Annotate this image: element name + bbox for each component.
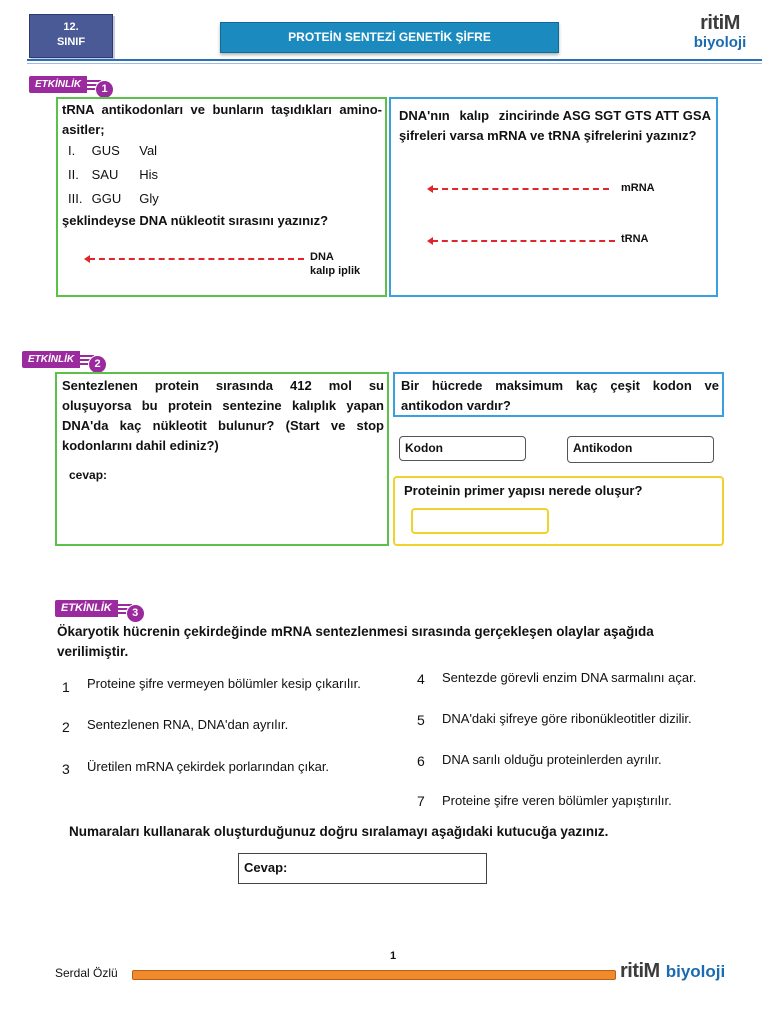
primer-question: Proteinin primer yapısı nerede oluşur? <box>404 483 643 498</box>
kalip-word: kalıp <box>459 108 490 123</box>
etkinlik-label: ETKİNLİK <box>29 76 87 93</box>
header-rule-thin <box>27 63 762 64</box>
page-title: PROTEİN SENTEZİ GENETİK ŞİFRE <box>220 22 559 53</box>
primer-answer-field[interactable] <box>411 508 549 534</box>
activity2-left-box <box>55 372 389 546</box>
brand-logo <box>680 12 760 52</box>
activity1-prompt: şeklindeyse DNA nükleotit sırasını yazınız? <box>62 213 329 228</box>
etkinlik-number: 3 <box>126 604 145 623</box>
trna-label: tRNA <box>621 233 649 245</box>
etkinlik-label: ETKİNLİK <box>22 351 80 368</box>
list-item: III. GGU Gly <box>68 191 159 206</box>
etkinlik-tag-1 <box>29 70 114 99</box>
logo-text-top: ritiM <box>700 12 740 34</box>
list-item: I. GUS Val <box>68 143 158 158</box>
grade-number: 12. <box>63 21 79 33</box>
activity2-question: Sentezlenen protein sırasında 412 mol su oluşuyorsa bu protein sentezine kalıplık yapan DNA'da kaç nükleotit bulunur? (Start ve stop kodonlarını dahil ediniz?) <box>62 378 384 453</box>
activity1-question: tRNA antikodonları ve bunların taşıdıkları aminoasitler; <box>62 102 382 137</box>
activity2-right-bottom-box <box>393 476 724 546</box>
dna-label: DNA kalıp iplik <box>310 251 361 277</box>
footer-logo <box>620 960 725 983</box>
etkinlik-number: 2 <box>88 355 107 374</box>
activity2-right-top-box <box>393 372 724 417</box>
etkinlik-tag-3 <box>55 594 145 623</box>
answer-label: cevap: <box>69 468 108 482</box>
list-item: 2 Sentezlenen RNA, DNA'dan ayrılır. <box>62 717 289 735</box>
steps-right <box>417 668 757 832</box>
list-item: 3 Üretilen mRNA çekirdek porlarından çıkar. <box>62 759 330 777</box>
activity1-right-question: DNA'nın kalıp zincirinde ASG SGT GTS ATT GSA şifreleri varsa mRNA ve tRNA şifrelerini yazınız? <box>399 108 711 143</box>
list-item: 7 Proteine şifre veren bölümler yapıştırılır. <box>417 793 672 809</box>
steps-left <box>62 674 412 794</box>
footer-bar <box>132 970 616 980</box>
list-item: 1 Proteine şifre vermeyen bölümler kesip çıkarılır. <box>62 676 361 695</box>
header-rule <box>27 59 762 61</box>
activity1-right-box <box>389 97 718 297</box>
dna-arrow <box>84 255 304 263</box>
author-name: Serdal Özlü <box>55 966 118 980</box>
list-item: 5 DNA'daki şifreye göre ribonükleotitler dizilir. <box>417 711 692 728</box>
grade-label: SINIF <box>56 36 86 48</box>
trna-arrow <box>427 237 615 245</box>
grade-badge <box>29 14 113 58</box>
etkinlik-label: ETKİNLİK <box>55 600 118 617</box>
etkinlik-tag-2 <box>22 345 107 374</box>
etkinlik-number: 1 <box>95 80 114 99</box>
codon-question: Bir hücrede maksimum kaç çeşit kodon ve antikodon vardır? <box>401 378 719 413</box>
kodon-answer-field[interactable]: Kodon <box>399 436 526 461</box>
activity1-left-box <box>56 97 387 297</box>
activity3-instruction: Numaraları kullanarak oluşturduğunuz doğru sıralamayı aşağıdaki kutucuğa yazınız. <box>69 824 609 839</box>
footer-logo-right: biyoloji <box>665 962 726 981</box>
mrna-arrow <box>427 185 609 193</box>
activity1-list <box>68 139 268 211</box>
logo-text-bottom: biyoloji <box>693 34 747 51</box>
order-answer-field[interactable]: Cevap: <box>238 853 487 884</box>
list-item: 4 Sentezde görevli enzim DNA sarmalını açar. <box>417 670 697 687</box>
list-item: 6 DNA sarılı olduğu proteinlerden ayrılır. <box>417 752 662 769</box>
footer-logo-left: ritiM <box>620 960 660 982</box>
mrna-label: mRNA <box>621 182 655 194</box>
activity3-intro: Ökaryotik hücrenin çekirdeğinde mRNA sentezlenmesi sırasında gerçekleşen olaylar aşağıda verilimiştir. <box>57 624 654 659</box>
list-item: II. SAU His <box>68 167 159 182</box>
antikodon-answer-field[interactable]: Antikodon <box>567 436 714 463</box>
page-number: 1 <box>390 950 397 962</box>
